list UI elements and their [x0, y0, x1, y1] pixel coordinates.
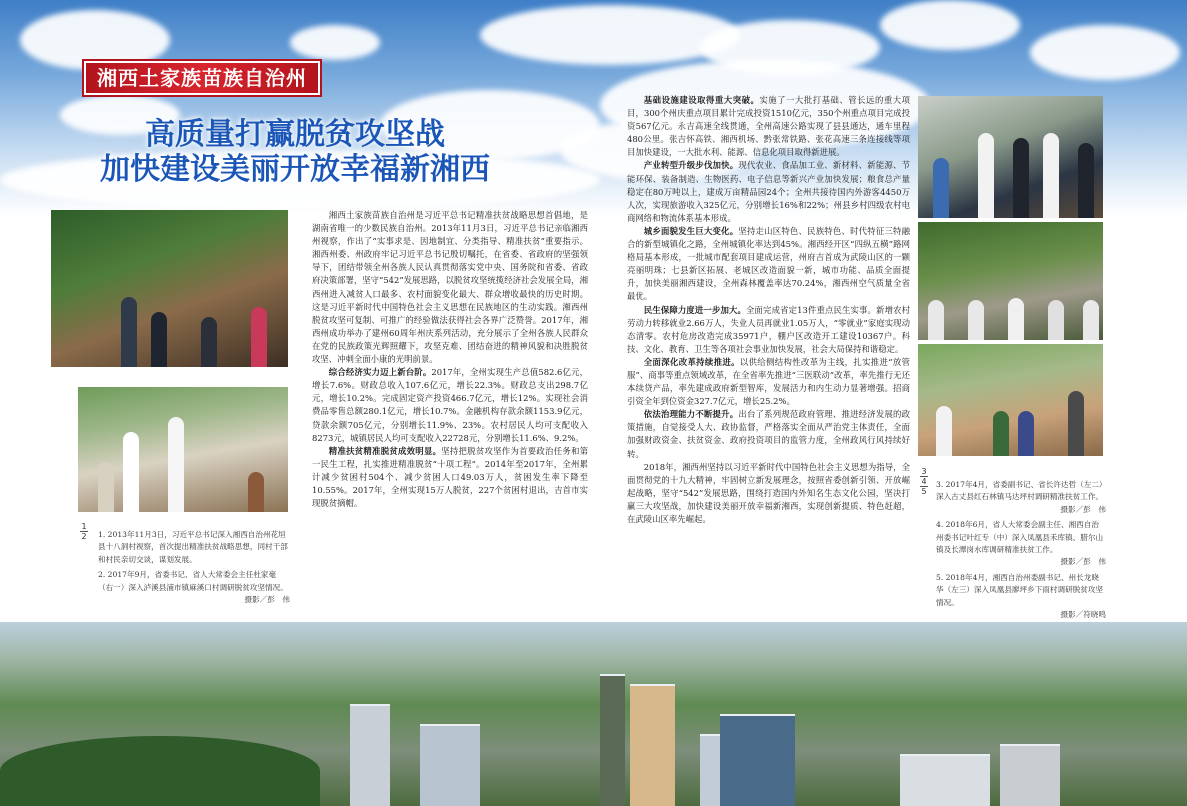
photo-5-field-visit [918, 344, 1103, 456]
region-banner: 湘西土家族苗族自治州 [84, 61, 320, 95]
city-panorama-photo [0, 622, 1187, 806]
paragraph-economy: 综合经济实力迈上新台阶。2017年，全州实现生产总值582.6亿元，增长7.6%。财政总收入107.6亿元，增长22.3%。财政总支出298.7亿元，增长10.2%。完成固定资产投资466.7亿元，增长12%。实现社会消费品零售总额280.1亿元，增长10.7%。金融机构存款余额1153.9亿元，贷款余额705亿元，分别增长11.9%、23%。农村居民人均可支配收入8273元，城镇居民人均可支配收入22728元，分别增长11.6%、9.2%。 [312, 367, 588, 443]
paragraph-livelihood: 民生保障力度进一步加大。全面完成省定13件重点民生实事。新增农村劳动力转移就业2.66万人，失业人员再就业1.05万人，“零就业”家庭实现动态清零。农村危房改造完成35971户，棚户区改造开工建设10367户。科技、文化、教育、卫生等各项社会事业加快发展，社会大局保持和谐稳定。 [627, 304, 910, 354]
article-column-2 [627, 94, 910, 526]
photo-credit: 摄影／符晓鸣 [1060, 610, 1106, 620]
paragraph-poverty: 精准扶贫精准脱贫成效明显。坚持把脱贫攻坚作为首要政治任务和第一民生工程，扎实推进精准脱贫“十项工程”。2014年至2017年，全州累计减少贫困村504个、减少贫困人口49.03万人，贫困发生率下降至10.55%。2017年，全州实现15万人脱贫，227个贫困村退出，吉首市实现脱贫摘帽。 [312, 445, 589, 509]
photo-credit: 摄影／彭 伟 [1060, 504, 1106, 514]
captions-left [98, 529, 290, 609]
photo-2-inspection [78, 387, 288, 512]
caption-1: 1. 2013年11月3日，习近平总书记深入湘西自治州花垣县十八洞村视察，首次提出精准扶贫战略思想，同村干部和村民亲切交谈，谋划发展。 [98, 530, 288, 564]
captions-right [936, 479, 1106, 624]
caption-numbers-right: 3 4 5 [921, 467, 927, 496]
caption-5: 5. 2018年4月，湘西自治州委副书记、州长龙晓华（左三）深入凤凰县廖坪乡下雨村调研脱贫攻坚情况。 摄影／符晓鸣 [936, 572, 1106, 622]
photo-credit: 摄影／彭 伟 [1060, 557, 1106, 567]
caption-numbers-left: 1 2 [81, 522, 87, 541]
article-column-1 [312, 209, 588, 510]
paragraph-reform: 全面深化改革持续推进。以供给侧结构性改革为主线，扎实推进“放管服”、商事等重点领域改革，在全省率先推进“三医联动”改革，率先推行无还本续贷产品，率先建成政府新型智库，发展活力和内生动力显著增强。招商引资全年到位资金327.7亿元，增长25.2%。 [627, 356, 911, 407]
caption-3: 3. 2017年4月，省委副书记、省长许达哲（左二）深入古丈县红石林镇马达坪村调研精准扶贫工作。 摄影／彭 伟 [936, 479, 1106, 516]
paragraph-2018: 2018年，湘西州坚持以习近平新时代中国特色社会主义思想为指导，全面贯彻党的十九大精神，牢固树立新发展理念，按照省委创新引领、开放崛起战略，坚守“542”发展思路，围绕打造国内外知名生态文化公园，坚决打赢三大攻坚战，加快建设美丽开放幸福新湘西，实现创新提质、特色赶超，在武陵山区率先崛起。 [627, 461, 910, 524]
headline-line-1: 高质量打赢脱贫攻坚战 [145, 117, 445, 152]
photo-1-village-visit [51, 210, 288, 367]
caption-2: 2. 2017年9月，省委书记、省人大常委会主任杜家毫（右一）深入泸溪县浦市镇麻溪口村调研脱贫攻坚情况。 摄影／彭 伟 [98, 569, 290, 606]
paragraph-urban: 城乡面貌发生巨大变化。坚持走山区特色、民族特色、时代特征三特融合的新型城镇化之路，全州城镇化率达到45%。湘西经开区“四纵五横”路网格局基本形成，一批城市配套项目建成运营，州府吉首成为武陵山区的一颗亮丽明珠；七县新区拓展、老城区改造面貌一新，城市功能、品质全面提升，加快美丽湘西建设，全州森林覆盖率达70.24%，湘西州空气质量全省最优。 [627, 225, 911, 302]
intro-paragraph: 湘西土家族苗族自治州是习近平总书记精准扶贫战略思想首倡地，是湖南省唯一的少数民族自治州。2013年11月3日，习近平总书记亲临湘西州视察，作出了“实事求是、因地制宜、分类指导、精准扶贫”重要指示。湘西州委、州政府牢记习近平总书记殷切嘱托，在省委、省政府的坚强领导下，团结带领全州各族人民认真贯彻落实党中央、国务院和省委、省政府决策部署，坚守“542”发展思路，以脱贫攻坚统揽经济社会发展全局，湘西州进入减贫人口最多、农村面貌变化最大、群众增收最快的历史时期。这是习近平新时代中国特色社会主义思想在民族地区的生动实践。湘西州脱贫攻坚可复制、可推广的经验做法获得社会各界广泛赞誉。2017年，湘西州成功举办了建州60周年州庆系列活动，充分展示了全州各族人民群众在党的民族政策光辉照耀下，攻坚克难、团结奋进的精神风貌和决胜脱贫攻坚、冲刺全面小康的光明前景。 [312, 210, 588, 365]
photo-credit: 摄影／彭 伟 [244, 595, 290, 605]
headline-line-2: 加快建设美丽开放幸福新湘西 [100, 152, 490, 187]
paragraph-infrastructure: 基础设施建设取得重大突破。实施了一大批打基础、管长远的重大项目，300个州庆重点项目累计完成投资1510亿元，350个州重点项目完成投资567亿元。永吉高速全线贯通，全州高速公路实现了县县通达，通车里程480公里。张吉怀高铁、湘西机场、黔张常铁路、张花高速三条连接线等项目加快建设，一大批水利、能源、信息化项目取得新进展。 [627, 95, 910, 158]
photo-4-meeting [918, 222, 1103, 340]
caption-4: 4. 2018年6月，省人大常委会副主任、湘西自治州委书记叶红专（中）深入凤凰县禾库镇、腊尔山镇及长潭岗水库调研精准扶贫工作。 摄影／彭 伟 [936, 519, 1106, 569]
paragraph-industry: 产业转型升级步伐加快。现代农业、食品加工业、新材料、新能源、节能环保、装备制造、生物医药、电子信息等新兴产业加快发展；粮食总产量稳定在80万吨以上，建成万亩精品园24个；全州共接待国内外游客4450万人次，实现旅游收入325亿元，分别增长16%和22%；州县乡村四级农村电商网络和物流体系基本形成。 [627, 160, 911, 223]
paragraph-governance: 依法治理能力不断提升。出台了系列规范政府管理、推进经济发展的政策措施，自觉接受人大、政协监督，严格落实全面从严治党主体责任，全面加强财政资金、扶贫资金、政府投资项目的监管力度，全州政风行风持续好转。 [627, 409, 911, 459]
photo-3-delegation [918, 96, 1103, 218]
